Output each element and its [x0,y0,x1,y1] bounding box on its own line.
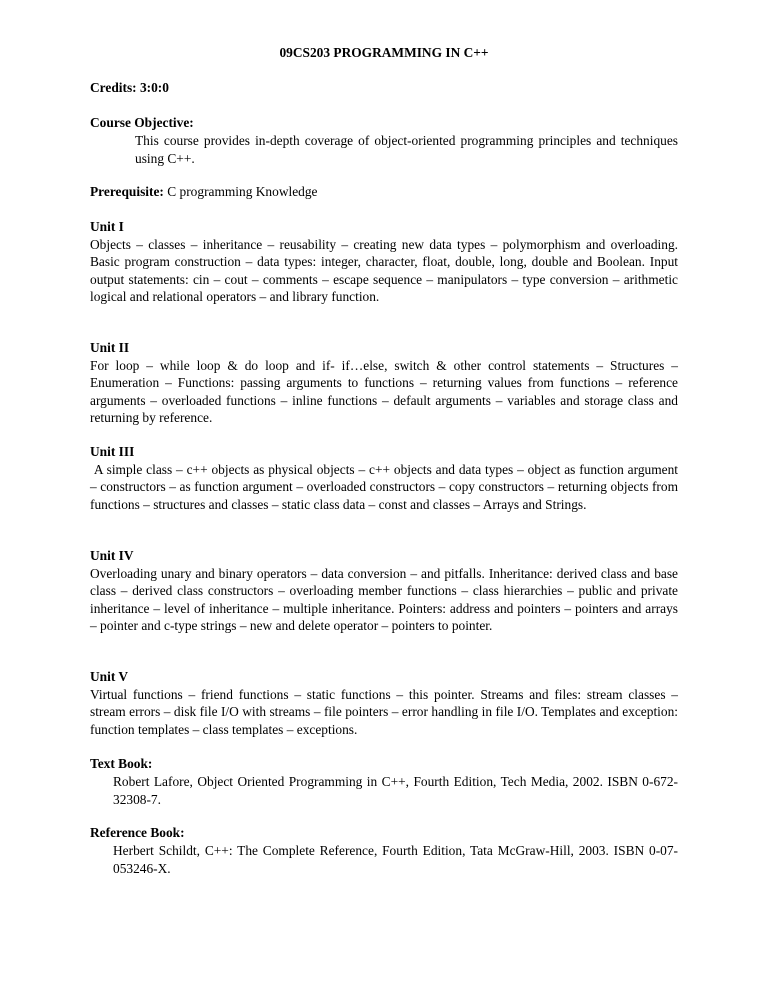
objective-text: This course provides in-depth coverage of object-oriented programming principles and techniques using C++. [135,133,678,166]
unit-text: Virtual functions – friend functions – static functions – this pointer. Streams and files: stream classes – stream errors – disk file I/O with streams – file pointers – error handling in file I/O. Templates and exception: function templates – class templates – exceptions. [90,686,678,737]
reference-book-heading: Reference Book: [90,825,185,840]
prerequisite-label: Prerequisite: [90,184,164,199]
unit-4 [90,547,678,635]
prerequisite [90,183,678,201]
text-book-heading: Text Book: [90,756,153,771]
unit-5 [90,668,678,738]
unit-1 [90,218,678,306]
unit-text: Overloading unary and binary operators – data conversion – and pitfalls. Inheritance: derived class and base class – derived class constructors – overloading member functions – class hierarchies – public and private inheritance – level of inheritance – multiple inheritance. Pointers: address and pointers – pointers and arrays – pointer and c-type strings – new and delete operator – pointers to pointer. [90,565,678,633]
unit-3 [90,443,682,513]
prerequisite-text: C programming Knowledge [163,184,318,199]
unit-2 [90,339,678,427]
unit-heading: Unit IV [90,548,134,563]
text-book-text: Robert Lafore, Object Oriented Programming in C++, Fourth Edition, Tech Media, 2002. ISBN 0-672-32308-7. [113,774,678,807]
unit-text: A simple class – c++ objects as physical objects – c++ objects and data types – object as function argument – constructors – as function argument – overloaded constructors – copy constructors – returning objects from functions – structures and classes – static class data – const and classes – Arrays and Strings. [90,461,682,512]
unit-text: Objects – classes – inheritance – reusability – creating new data types – polymorphism and overloading. Basic program construction – data types: integer, character, float, double, long, double and Boolean. Input output statements: cin – cout – comments – escape sequence – manipulators – type conversion – arithmetic logical and relational operators – and library function. [90,236,678,304]
objective-heading: Course Objective: [90,115,194,130]
reference-book-text: Herbert Schildt, C++: The Complete Reference, Fourth Edition, Tata McGraw-Hill, 2003. ISBN 0-07-053246-X. [113,843,678,876]
credits: Credits: 3:0:0 [90,80,169,95]
unit-heading: Unit II [90,340,130,355]
unit-heading: Unit III [90,444,135,459]
unit-text: For loop – while loop & do loop and if- if…else, switch & other control statements – Structures – Enumeration – Functions: passing arguments to functions – returning values from functions – reference arguments – overloaded functions – inline functions – default arguments – variables and storage class and returning by reference. [90,357,678,425]
unit-heading: Unit V [90,669,129,684]
unit-heading: Unit I [90,219,124,234]
course-title: 09CS203 PROGRAMMING IN C++ [279,45,489,60]
